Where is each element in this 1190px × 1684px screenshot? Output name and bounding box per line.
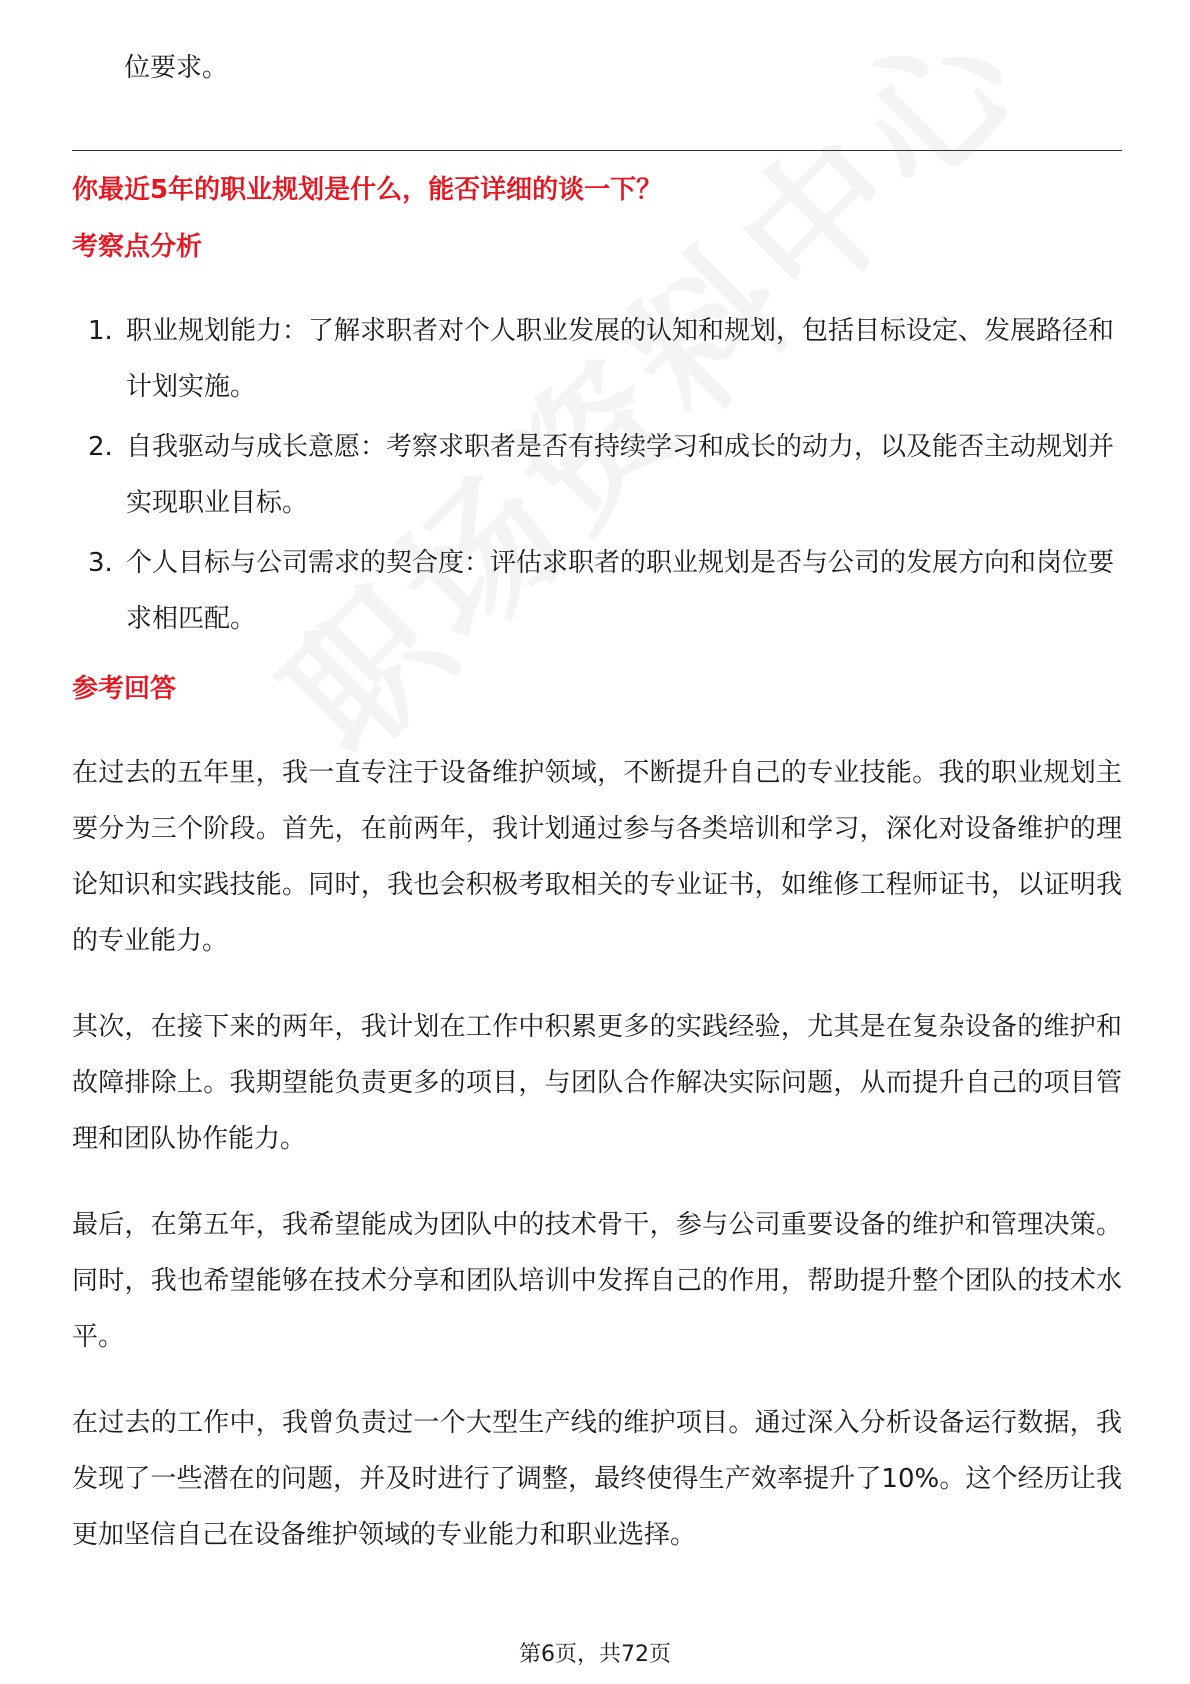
analysis-heading: 考察点分析 xyxy=(72,232,203,262)
analysis-item xyxy=(72,535,1122,647)
answer-body xyxy=(72,745,1122,1593)
item-text: 个人目标与公司需求的契合度：评估求职者的职业规划是否与公司的发展方向和岗位要求相匹配。 xyxy=(126,548,1115,634)
answer-paragraph: 最后，在第五年，我希望能成为团队中的技术骨干，参与公司重要设备的维护和管理决策。同时，我也希望能够在技术分享和团队培训中发挥自己的作用，帮助提升整个团队的技术水平。 xyxy=(72,1210,1122,1352)
item-text: 职业规划能力：了解求职者对个人职业发展的认知和规划，包括目标设定、发展路径和计划实施。 xyxy=(126,316,1115,402)
continuation-text: 位要求。 xyxy=(124,53,229,83)
item-number: 3. xyxy=(88,548,113,578)
analysis-list xyxy=(72,303,1122,651)
item-text: 自我驱动与成长意愿：考察求职者是否有持续学习和成长的动力，以及能否主动规划并实现职业目标。 xyxy=(126,432,1115,518)
answer-paragraph: 在过去的五年里，我一直专注于设备维护领域，不断提升自己的专业技能。我的职业规划主要分为三个阶段。首先，在前两年，我计划通过参与各类培训和学习，深化对设备维护的理论知识和实践技能。同时，我也会积极考取相关的专业证书，如维修工程师证书，以证明我的专业能力。 xyxy=(72,758,1122,956)
page-number: 第6页，共72页 xyxy=(519,1642,671,1667)
divider xyxy=(72,150,1122,151)
analysis-item xyxy=(72,419,1122,531)
item-number: 2. xyxy=(88,432,113,462)
item-number: 1. xyxy=(88,316,113,346)
answer-paragraph: 其次，在接下来的两年，我计划在工作中积累更多的实践经验，尤其是在复杂设备的维护和故障排除上。我期望能负责更多的项目，与团队合作解决实际问题，从而提升自己的项目管理和团队协作能力。 xyxy=(72,1012,1122,1154)
analysis-item xyxy=(72,303,1122,415)
question-title: 你最近5年的职业规划是什么，能否详细的谈一下？ xyxy=(72,175,663,205)
answer-paragraph: 在过去的工作中，我曾负责过一个大型生产线的维护项目。通过深入分析设备运行数据，我发现了一些潜在的问题，并及时进行了调整，最终使得生产效率提升了10%。这个经历让我更加坚信自己在设备维护领域的专业能力和职业选择。 xyxy=(72,1408,1122,1550)
answer-heading: 参考回答 xyxy=(72,674,177,704)
